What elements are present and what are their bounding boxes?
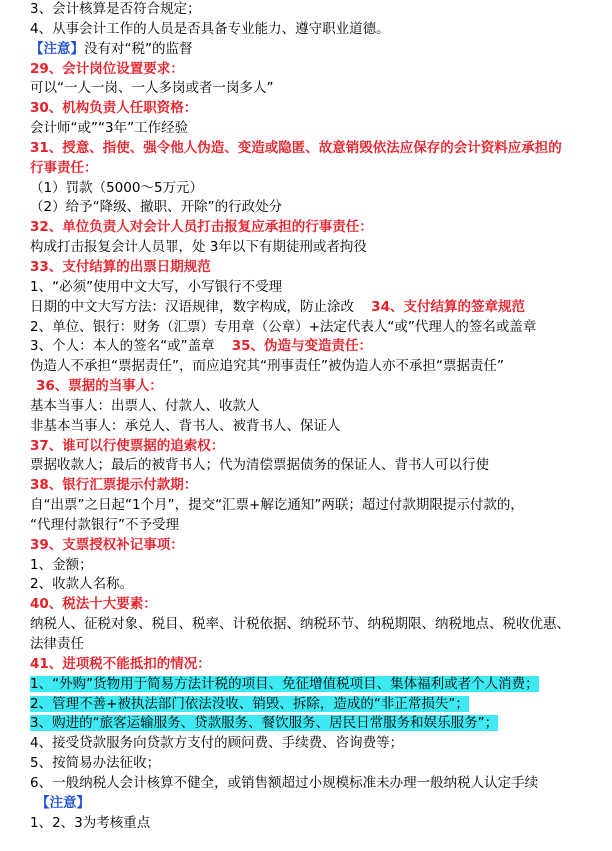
text-line [30,337,612,357]
text-line: 构成打击报复会计人员罪，处 3年以下有期徒刑或者拘役 [30,239,367,256]
section-heading: 39、支票授权补记事项： [30,536,184,553]
text-line: 1、金额； [30,556,93,573]
text-line: 自“出票”之日起“1个月”，提交“汇票+解讫通知”两联；超过付款期限提示付款的， [30,497,524,514]
section-heading: 37、谁可以行使票据的追索权： [30,437,225,454]
text-line: 票据收款人；最后的被背书人；代为清偿票据债务的保证人、背书人可以行使 [30,457,489,474]
section-heading: 29、会计岗位设置要求： [30,60,184,77]
text-line: 可以“一人一岗、一人多岗或者一岗多人” [30,80,274,97]
highlight-text: 1、“外购”货物用于简易方法计税的项目、免征增值税项目、集体福利或者个人消费； [30,675,539,692]
text-line: 4、从事会计工作的人员是否具备专业能力、遵守职业道德。 [30,20,390,37]
text-line: （2）给予“降级、撤职、开除”的行政处分 [30,199,283,216]
section-heading: 31、授意、指使、强令他人伪造、变造或隐匿、故意销毁依法应保存的会计资料应承担的 [30,139,562,156]
section-heading: 41、进项税不能抵扣的情况： [30,655,211,672]
text-line: 会计师“或”“3年”工作经验 [30,120,189,137]
text-line: （1）罚款（5000～5万元） [30,179,204,196]
highlight-text: 2、管理不善+被执法部门依法没收、销毁、拆除，造成的“非正常损失”； [30,695,469,712]
section-heading: 36、票据的当事人： [36,378,163,395]
text-line: 伪造人不承担“票据责任”，而应追究其“刑事责任”被伪造人亦不承担“票据责任” [30,358,504,375]
text-line: “代理付款银行”不予受理 [30,516,179,533]
text-line: 2、单位、银行：财务（汇票）专用章（公章）+法定代表人“或”代理人的签名或盖章 [30,318,537,335]
text-line: 1、“必须”使用中文大写，小写银行不受理 [30,278,283,295]
text-line: 非基本当事人：承兑人、背书人、被背书人、保证人 [30,417,341,434]
highlighted-line [30,714,612,734]
text-line: 法律责任 [30,636,84,652]
text-line: 4、接受贷款服务向贷款方支付的顾问费、手续费、咨询费等； [30,735,404,752]
note-label: 【注意】 [30,40,84,57]
text-segment: 3、个人：本人的签名“或”盖章 [30,338,215,355]
section-heading-inline: 34、支付结算的签章规范 [371,298,525,315]
highlight-text: 3、购进的“旅客运输服务、贷款服务、餐饮服务、居民日常服务和娱乐服务”； [30,715,499,732]
text-line: 3、会计核算是否符合规定； [30,1,201,17]
text-line: 基本当事人：出票人、付款人、收款人 [30,397,260,414]
text-line: 1、2、3为考核重点 [30,814,151,831]
section-heading: 行事责任： [30,159,98,176]
section-heading: 32、单位负责人对会计人员打击报复应承担的行事责任： [30,219,373,236]
section-heading: 40、税法十大要素： [30,596,157,613]
section-heading: 30、机构负责人任职资格： [30,100,198,117]
text-segment: 日期的中文大写方法：汉语规律，数字构成，防止涂改 [30,298,354,315]
text-line [30,40,612,60]
text-line [30,298,612,318]
text-line: 6、一般纳税人会计核算不健全，或销售额超过小规模标准未办理一般纳税人认定手续 [30,774,539,791]
section-heading: 33、支付结算的出票日期规范 [30,258,211,275]
section-heading-inline: 35、伪造与变造责任： [231,338,373,355]
text-line: 5、按简易办法征收； [30,755,161,772]
note-label: 【注意】 [36,794,90,811]
text-line: 纳税人、征税对象、税目、税率、计税依据、纳税环节、纳税期限、纳税地点、税收优惠、 [30,616,570,633]
text-line: 2、收款人名称。 [30,576,134,593]
highlighted-line [30,675,612,695]
note-text: 没有对“税”的监督 [84,40,193,57]
section-heading: 38、银行汇票提示付款期： [30,477,198,494]
highlighted-line [30,695,612,715]
